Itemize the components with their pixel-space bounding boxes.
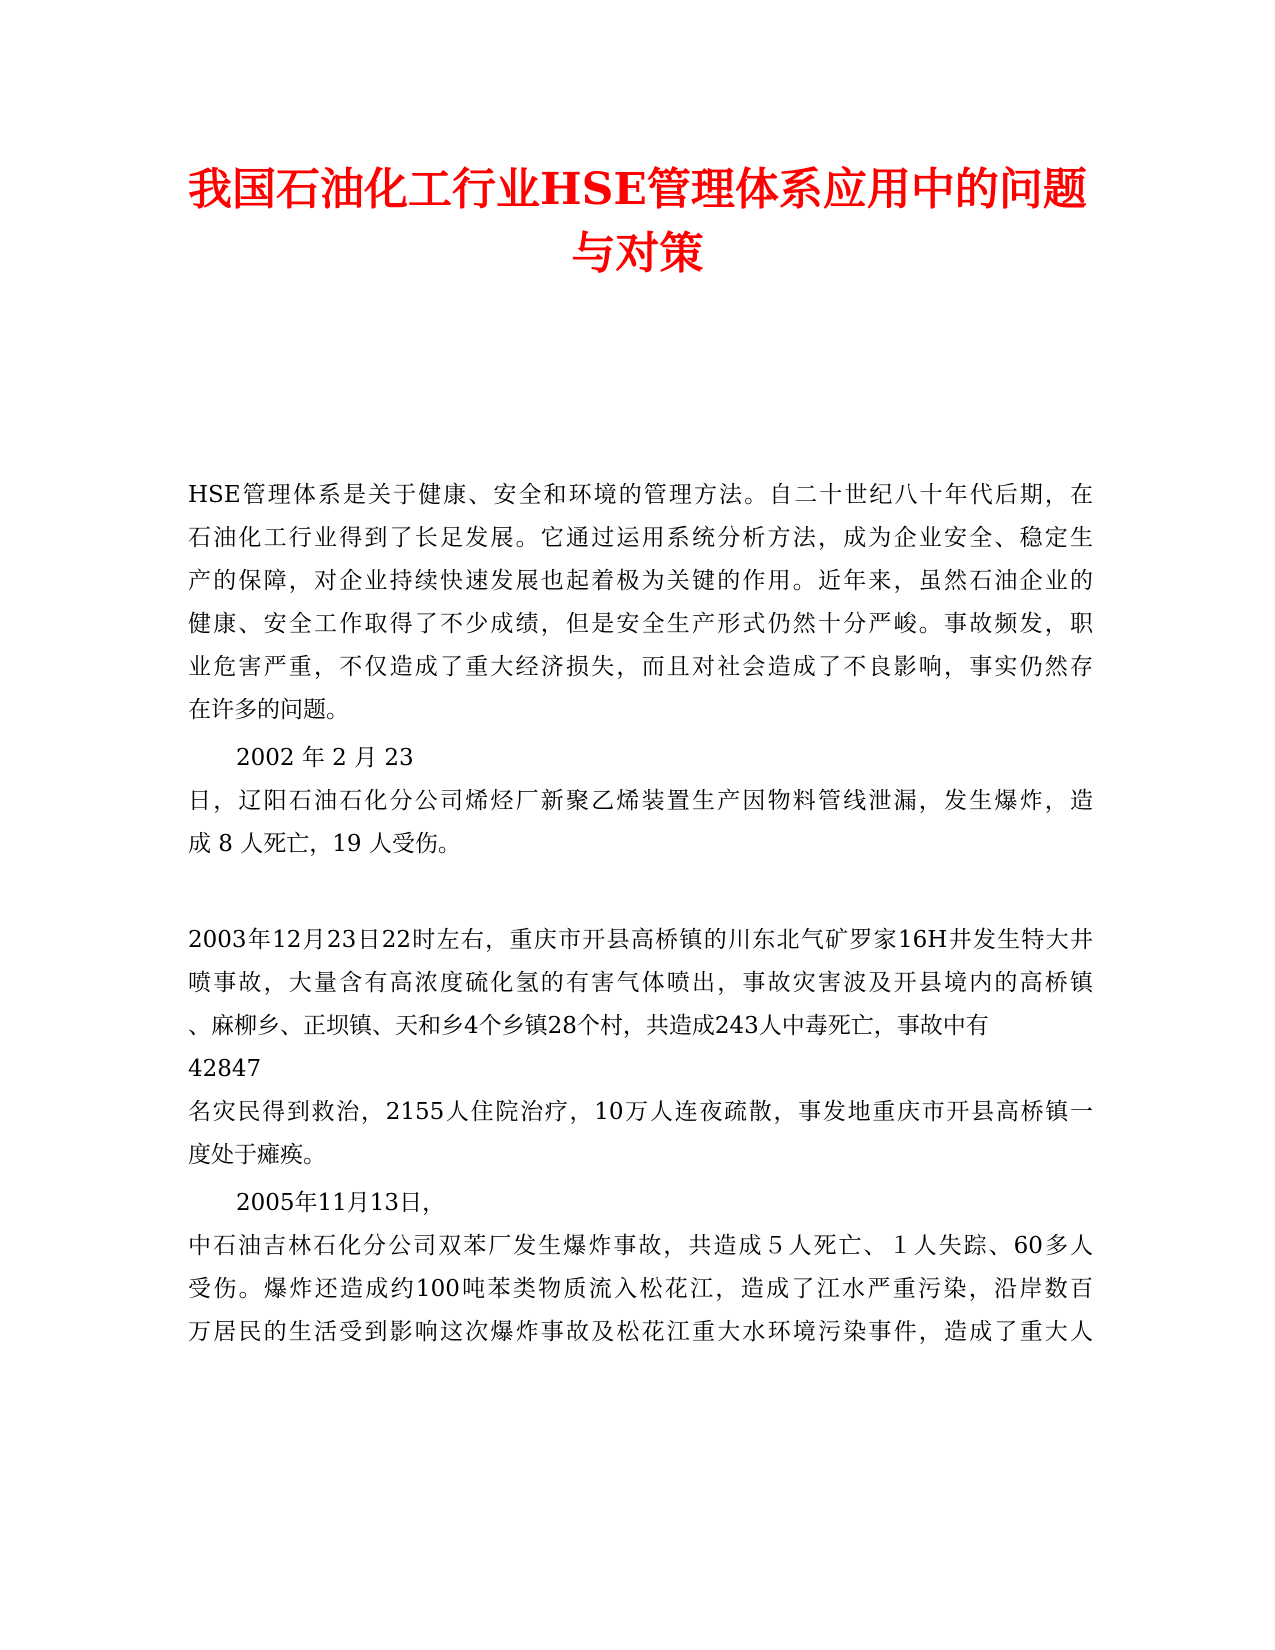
body-line: 产的保障，对企业持续快速发展也起着极为关键的作用。近年来，虽然石油企业的: [188, 568, 1093, 594]
body-line: 万居民的生活受到影响这次爆炸事故及松花江重大水环境污染事件，造成了重大人: [188, 1319, 1093, 1345]
title-line-2: 与对策: [571, 228, 704, 279]
body-line: 2002 年 2 月 23: [236, 745, 414, 771]
body-line: 、麻柳乡、正坝镇、天和乡4个乡镇28个村，共造成243人中毒死亡，事故中有: [188, 1013, 989, 1039]
title-line-1: 我国石油化工行业HSE管理体系应用中的问题: [188, 164, 1087, 215]
body-line: 业危害严重，不仅造成了重大经济损失，而且对社会造成了不良影响，事实仍然存: [188, 654, 1093, 680]
body-line: 成 8 人死亡，19 人受伤。: [188, 831, 461, 857]
body-line: 度处于瘫痪。: [188, 1142, 326, 1168]
body-line: 日，辽阳石油石化分公司烯烃厂新聚乙烯装置生产因物料管线泄漏，发生爆炸，造: [188, 788, 1093, 814]
body-line: 喷事故，大量含有高浓度硫化氢的有害气体喷出，事故灾害波及开县境内的高桥镇: [188, 970, 1093, 996]
body-line: 2005年11月13日，: [236, 1190, 446, 1216]
body-line: 石油化工行业得到了长足发展。它通过运用系统分析方法，成为企业安全、稳定生: [188, 525, 1093, 551]
body-line: 42847: [188, 1056, 262, 1082]
body-line: 2003年12月23日22时左右，重庆市开县高桥镇的川东北气矿罗家16H井发生特大井: [188, 927, 1093, 953]
body-line: 名灾民得到救治，2155人住院治疗，10万人连夜疏散，事发地重庆市开县高桥镇一: [188, 1099, 1093, 1125]
body-line: 在许多的问题。: [188, 697, 349, 723]
body-line: 健康、安全工作取得了不少成绩，但是安全生产形式仍然十分严峻。事故频发，职: [188, 611, 1093, 637]
body-line: 中石油吉林石化分公司双苯厂发生爆炸事故，共造成５人死亡、１人失踪、60多人: [188, 1233, 1093, 1259]
document-title: [150, 158, 1125, 286]
body-line: 受伤。爆炸还造成约100吨苯类物质流入松花江，造成了江水严重污染，沿岸数百: [188, 1276, 1093, 1302]
body-line: HSE管理体系是关于健康、安全和环境的管理方法。自二十世纪八十年代后期，在: [188, 482, 1093, 508]
